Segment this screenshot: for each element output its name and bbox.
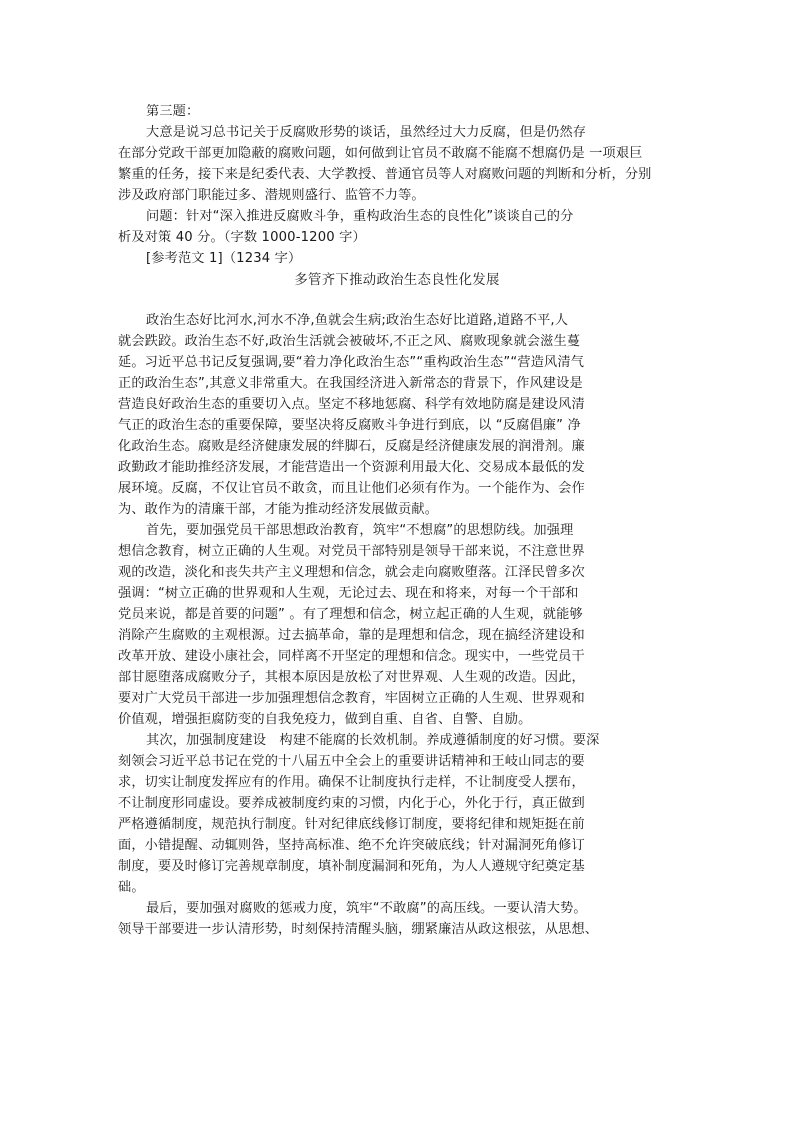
reference-label: [参考范文 1]（1234 字） (146, 251, 302, 266)
prompt-line: 析及对策 40 分。（字数 1000-1200 字） (118, 230, 366, 245)
paragraph-line: 为、敢作为的清廉干部，才能为推动经济发展做贡献。 (118, 502, 439, 517)
paragraph-line: 领导干部要进一步认清形势，时刻保持清醒头脑，绷紧廉洁从政这根弦，从思想、 (118, 922, 599, 937)
question-heading: 第三题： (146, 104, 200, 119)
paragraph-line: 气正的政治生态的重要保障，要坚决将反腐败斗争进行到底，以 “反腐倡廉” 净 (118, 418, 581, 433)
material-line: 涉及政府部门职能过多、潜规则盛行、监管不力等。 (118, 188, 425, 203)
paragraph-line: 就会跌跤。政治生态不好,政治生活就会被破坏,不正之风、腐败现象就会滋生蔓 (118, 334, 581, 349)
paragraph-line: 严格遵循制度，规范执行制度。针对纪律底线修订制度，要将纪律和规矩挺在前 (118, 817, 585, 832)
paragraph-line: 其次，加强制度建设 构建不能腐的长效机制。养成遵循制度的好习惯。要深 (146, 733, 600, 748)
paragraph-line: 础。 (118, 880, 145, 895)
paragraph-line: 延。习近平总书记反复强调,要“着力净化政治生态”“重构政治生态”“营造风清气 (118, 355, 585, 370)
essay-title: 多管齐下推动政治生态良性化发展 (294, 273, 500, 288)
paragraph-line: 政勤政才能助推经济发展，才能营造出一个资源利用最大化、交易成本最低的发 (118, 460, 585, 475)
paragraph-line: 刻领会习近平总书记在党的十八届五中全会上的重要讲话精神和王岐山同志的要 (118, 754, 585, 769)
paragraph-line: 党员来说，都是首要的问题” 。有了理想和信念，树立起正确的人生观，就能够 (118, 607, 583, 622)
paragraph-line: 首先，要加强党员干部思想政治教育，筑牢“不想腐”的思想防线。加强理 (146, 523, 574, 538)
paragraph-line: 改革开放、建设小康社会，同样离不开坚定的理想和信念。现实中，一些党员干 (118, 649, 585, 664)
paragraph-line: 部甘愿堕落成腐败分子，其根本原因是放松了对世界观、人生观的改造。因此， (118, 670, 585, 685)
paragraph-line: 营造良好政治生态的重要切入点。坚定不移地惩腐、科学有效地防腐是建设风清 (118, 397, 585, 412)
paragraph-line: 展环境。反腐，不仅让官员不敢贪，而且让他们必须有作为。一个能作为、会作 (118, 481, 585, 496)
prompt-line: 问题：针对“深入推进反腐败斗争，重构政治生态的良性化”谈谈自己的分 (146, 209, 574, 224)
material-line: 繁重的任务，接下来是纪委代表、大学教授、普通官员等人对腐败问题的判断和分析，分别 (118, 167, 652, 182)
paragraph-line: 不让制度形同虚设。要养成被制度约束的习惯，内化于心，外化于行，真正做到 (118, 796, 585, 811)
paragraph-line: 政治生态好比河水,河水不净,鱼就会生病;政治生态好比道路,道路不平,人 (146, 313, 569, 328)
paragraph-line: 最后，要加强对腐败的惩戒力度，筑牢“不敢腐”的高压线。一要认清大势。 (146, 901, 587, 916)
paragraph-line: 观的改造，淡化和丧失共产主义理想和信念，就会走向腐败堕落。江泽民曾多次 (118, 565, 585, 580)
paragraph-line: 要对广大党员干部进一步加强理想信念教育，牢固树立正确的人生观、世界观和 (118, 691, 585, 706)
paragraph-line: 制度，要及时修订完善规章制度，填补制度漏洞和死角，为人人遵规守纪奠定基 (118, 859, 585, 874)
paragraph-line: 强调：“树立正确的世界观和人生观，无论过去、现在和将来，对每一个干部和 (118, 586, 579, 601)
paragraph-line: 想信念教育，树立正确的人生观。对党员干部特别是领导干部来说，不注意世界 (118, 544, 585, 559)
material-line: 在部分党政干部更加隐蔽的腐败问题，如何做到让官员不敢腐不能腐不想腐仍是 一项艰巨 (118, 146, 643, 161)
paragraph-line: 价值观，增强拒腐防变的自我免疫力，做到自重、自省、自警、自励。 (118, 712, 532, 727)
paragraph-line: 求，切实让制度发挥应有的作用。确保不让制度执行走样，不让制度受人摆布， (118, 775, 585, 790)
paragraph-line: 消除产生腐败的主观根源。过去搞革命，靠的是理想和信念，现在搞经济建设和 (118, 628, 585, 643)
paragraph-line: 面，小错提醒、动辄则咎，坚持高标准、绝不允许突破底线；针对漏洞死角修订 (118, 838, 585, 853)
paragraph-line: 正的政治生态”,其意义非常重大。在我国经济进入新常态的背景下，作风建设是 (118, 376, 583, 391)
paragraph-line: 化政治生态。腐败是经济健康发展的绊脚石，反腐是经济健康发展的润滑剂。廉 (118, 439, 585, 454)
material-line: 大意是说习总书记关于反腐败形势的谈话，虽然经过大力反腐，但是仍然存 (146, 125, 587, 140)
